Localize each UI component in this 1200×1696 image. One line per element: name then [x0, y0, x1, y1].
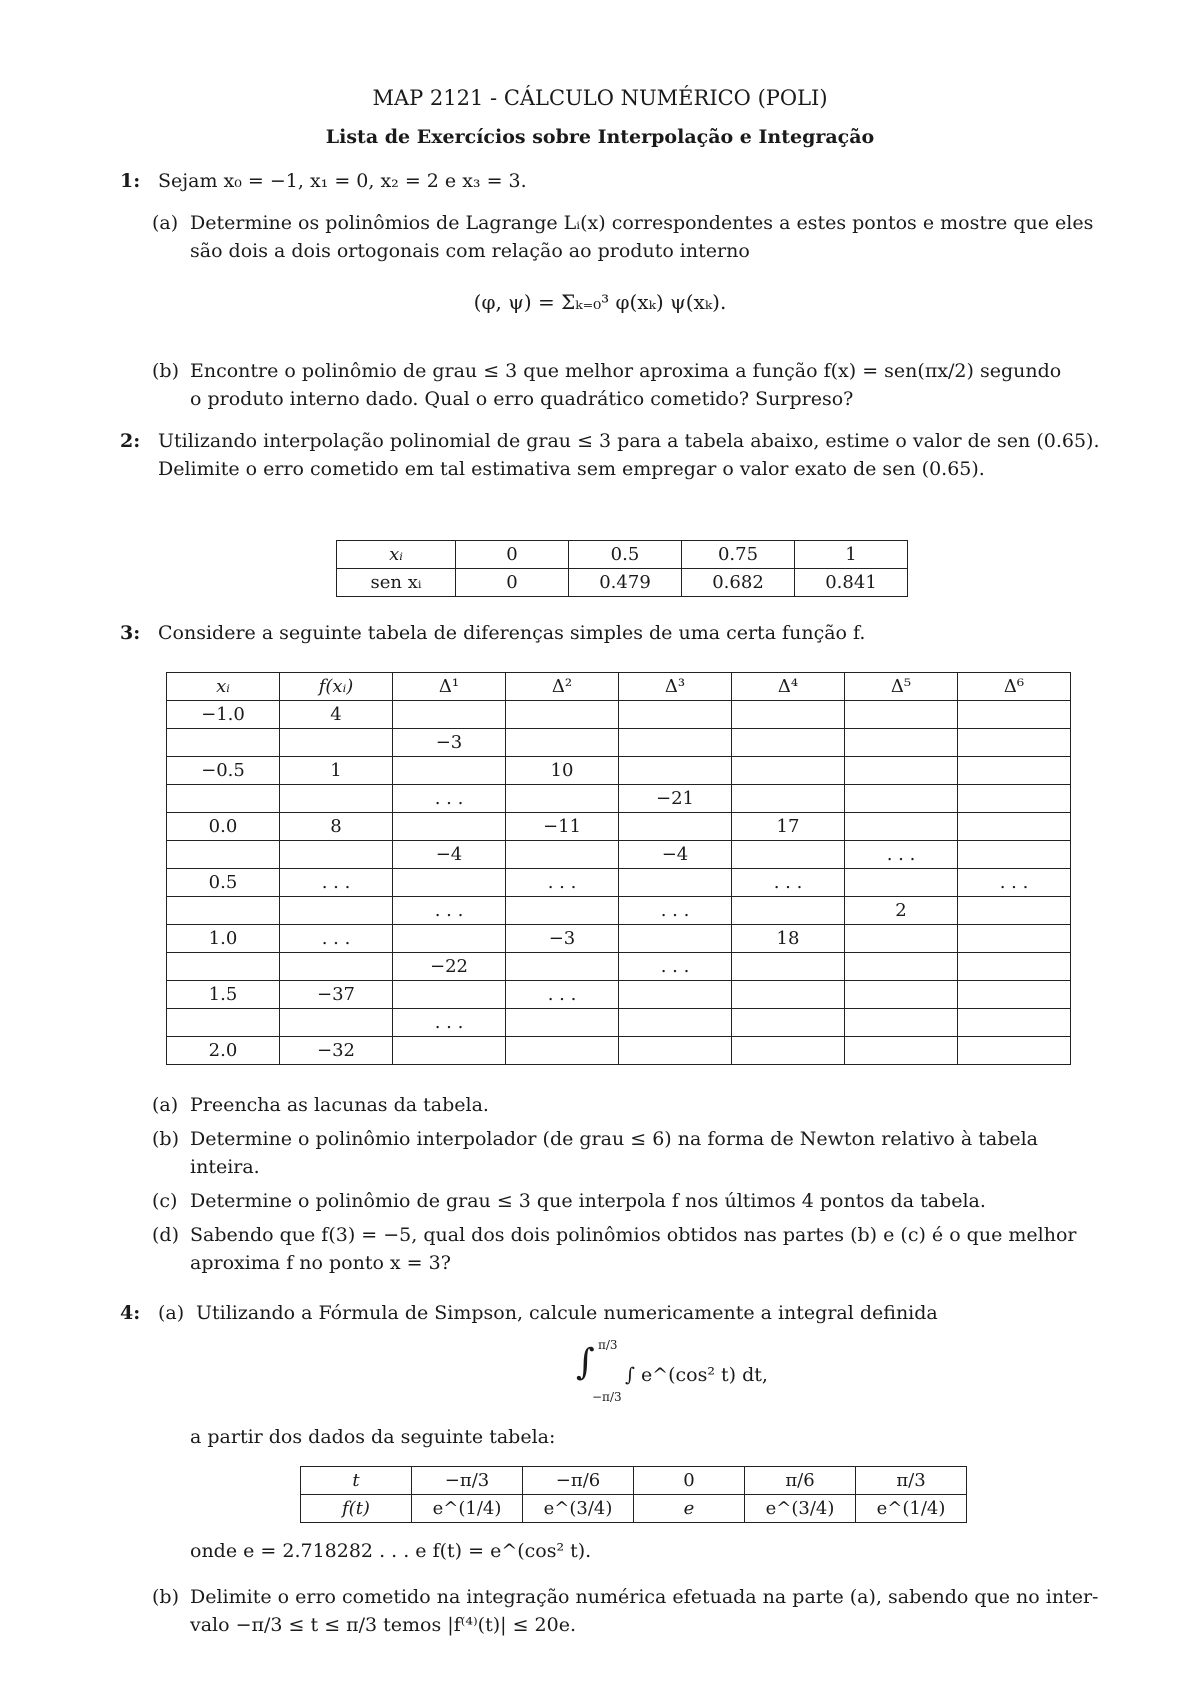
table-cell [958, 729, 1071, 757]
table-row [167, 925, 1071, 953]
table-cell: e [634, 1495, 745, 1523]
table-cell: −11 [506, 813, 619, 841]
table-cell: −37 [280, 981, 393, 1009]
table-cell: −3 [506, 925, 619, 953]
table-cell [393, 701, 506, 729]
table-cell [958, 841, 1071, 869]
table-cell [958, 953, 1071, 981]
table-cell: t [301, 1467, 412, 1495]
question-text: Utilizando interpolação polinomial de grau ≤ 3 para a tabela abaixo, estime o valor de sen (0.65). [158, 430, 1100, 452]
table-cell: . . . [280, 869, 393, 897]
column-header: Δ⁴ [732, 673, 845, 701]
table-cell: −0.5 [167, 757, 280, 785]
table-cell [393, 757, 506, 785]
table-cell: e^(3/4) [745, 1495, 856, 1523]
table-cell [732, 953, 845, 981]
column-header: Δ² [506, 673, 619, 701]
item-label: (a) [152, 212, 179, 234]
table-cell [393, 981, 506, 1009]
table-cell: −π/6 [523, 1467, 634, 1495]
table-cell [393, 869, 506, 897]
table-cell: π/6 [745, 1467, 856, 1495]
table-cell: −4 [393, 841, 506, 869]
table-cell: . . . [732, 869, 845, 897]
table-cell [958, 785, 1071, 813]
table-cell [619, 1037, 732, 1065]
table-cell: 0.75 [682, 541, 795, 569]
table-cell: 0.0 [167, 813, 280, 841]
table-cell [845, 1037, 958, 1065]
table-cell [393, 1037, 506, 1065]
table-cell: 1.5 [167, 981, 280, 1009]
question-3a [152, 1094, 489, 1116]
table-row [167, 813, 1071, 841]
table-cell [732, 981, 845, 1009]
table-cell: −21 [619, 785, 732, 813]
sine-table [336, 540, 908, 597]
table-cell [845, 869, 958, 897]
question-text: Sejam x₀ = −1, x₁ = 0, x₂ = 2 e x₃ = 3. [158, 170, 527, 192]
table-cell [506, 841, 619, 869]
table-cell [619, 981, 732, 1009]
table-cell [506, 729, 619, 757]
question-3-intro [120, 622, 865, 644]
question-3c [152, 1190, 986, 1212]
table-cell: e^(1/4) [856, 1495, 967, 1523]
table-row [167, 897, 1071, 925]
table-cell [393, 925, 506, 953]
table-row [167, 981, 1071, 1009]
question-3b-line1 [152, 1128, 1038, 1150]
question-3d-line1 [152, 1224, 1076, 1246]
table-cell: 1.0 [167, 925, 280, 953]
table-cell: . . . [619, 897, 732, 925]
table-cell: 1 [280, 757, 393, 785]
question-1b-line2: o produto interno dado. Qual o erro quadrático cometido? Surpreso? [190, 388, 854, 410]
table-cell [506, 785, 619, 813]
table-cell: −4 [619, 841, 732, 869]
item-text: Sabendo que f(3) = −5, qual dos dois polinômios obtidos nas partes (b) e (c) é o que melhor [190, 1224, 1077, 1246]
column-header: Δ¹ [393, 673, 506, 701]
table-cell: 0 [456, 569, 569, 597]
table-cell [732, 1037, 845, 1065]
integral-lower-limit: −π/3 [592, 1390, 622, 1404]
table-cell [958, 897, 1071, 925]
question-2-line2: Delimite o erro cometido em tal estimativa sem empregar o valor exato de sen (0.65). [158, 458, 985, 480]
differences-table [166, 672, 1071, 1065]
table-cell [958, 981, 1071, 1009]
table-cell: 0.5 [569, 541, 682, 569]
question-4b-line1 [152, 1586, 1098, 1608]
question-number: 4: [120, 1302, 141, 1324]
table-cell [958, 925, 1071, 953]
table-row [167, 1037, 1071, 1065]
table-cell [958, 1009, 1071, 1037]
table-cell [619, 701, 732, 729]
column-header: f(xᵢ) [280, 673, 393, 701]
table-cell [845, 785, 958, 813]
table-cell [958, 757, 1071, 785]
table-cell [167, 841, 280, 869]
table-row [167, 841, 1071, 869]
table-cell: . . . [393, 785, 506, 813]
table-cell [280, 785, 393, 813]
item-label: (b) [152, 1128, 179, 1150]
item-text: Preencha as lacunas da tabela. [190, 1094, 489, 1116]
table-row [301, 1467, 967, 1495]
table-cell [506, 953, 619, 981]
table-cell: 0 [634, 1467, 745, 1495]
table-cell [732, 729, 845, 757]
column-header: Δ⁵ [845, 673, 958, 701]
question-3b-line2: inteira. [190, 1156, 260, 1178]
table-cell: −1.0 [167, 701, 280, 729]
table-cell [167, 897, 280, 925]
question-4-table-intro: a partir dos dados da seguinte tabela: [190, 1426, 556, 1448]
question-3d-line2: aproxima f no ponto x = 3? [190, 1252, 451, 1274]
table-cell [280, 841, 393, 869]
table-cell [506, 1037, 619, 1065]
table-row [301, 1495, 967, 1523]
item-text: Utilizando a Fórmula de Simpson, calcule numericamente a integral definida [196, 1302, 938, 1324]
table-row [167, 701, 1071, 729]
table-cell [167, 729, 280, 757]
table-cell [732, 701, 845, 729]
table-cell: . . . [393, 1009, 506, 1037]
table-cell: −32 [280, 1037, 393, 1065]
table-cell: . . . [619, 953, 732, 981]
table-cell [732, 1009, 845, 1037]
item-label: (b) [152, 360, 179, 382]
table-cell [506, 1009, 619, 1037]
integral-expression: ∫ e^(cos² t) dt, [625, 1364, 768, 1386]
table-cell [845, 813, 958, 841]
question-4b-line2: valo −π/3 ≤ t ≤ π/3 temos |f⁽⁴⁾(t)| ≤ 20e. [190, 1614, 576, 1636]
table-cell [280, 953, 393, 981]
table-cell [619, 757, 732, 785]
table-row [167, 757, 1071, 785]
table-cell [958, 813, 1071, 841]
table-cell: −22 [393, 953, 506, 981]
table-cell [280, 1009, 393, 1037]
table-cell: e^(3/4) [523, 1495, 634, 1523]
table-cell [619, 925, 732, 953]
table-row [167, 869, 1071, 897]
table-cell: −π/3 [412, 1467, 523, 1495]
table-cell [845, 981, 958, 1009]
table-cell [167, 785, 280, 813]
table-cell [845, 925, 958, 953]
table-cell [845, 729, 958, 757]
table-cell: f(t) [301, 1495, 412, 1523]
table-cell: 0 [456, 541, 569, 569]
table-cell [732, 841, 845, 869]
integral-sign: ∫ [576, 1342, 595, 1383]
table-cell [506, 897, 619, 925]
question-1b-line1 [152, 360, 1061, 382]
item-text: Determine os polinômios de Lagrange Lᵢ(x) correspondentes a estes pontos e mostre que eles [190, 212, 1094, 234]
question-number: 2: [120, 430, 141, 452]
differences-table-body [167, 701, 1071, 1065]
table-row [167, 785, 1071, 813]
inner-product-formula: (φ, ψ) = Σₖ₌₀³ φ(xₖ) ψ(xₖ). [473, 290, 727, 314]
table-cell: 10 [506, 757, 619, 785]
item-label: (a) [158, 1302, 185, 1324]
table-cell: 0.682 [682, 569, 795, 597]
integral-upper-limit: π/3 [598, 1338, 618, 1352]
table-cell [845, 701, 958, 729]
column-header: Δ³ [619, 673, 732, 701]
column-header: Δ⁶ [958, 673, 1071, 701]
table-cell: 2.0 [167, 1037, 280, 1065]
page-title: MAP 2121 - CÁLCULO NUMÉRICO (POLI) [372, 86, 828, 110]
table-cell: . . . [393, 897, 506, 925]
item-label: (b) [152, 1586, 179, 1608]
table-row [337, 569, 908, 597]
table-cell [958, 701, 1071, 729]
item-label: (c) [152, 1190, 178, 1212]
table-cell [732, 757, 845, 785]
table-cell: e^(1/4) [412, 1495, 523, 1523]
table-cell: xᵢ [337, 541, 456, 569]
table-cell: 1 [795, 541, 908, 569]
table-cell [732, 897, 845, 925]
table-cell: 0.5 [167, 869, 280, 897]
table-cell [280, 897, 393, 925]
table-cell: 0.841 [795, 569, 908, 597]
simpson-table [300, 1466, 967, 1523]
table-cell [167, 953, 280, 981]
table-cell: . . . [506, 981, 619, 1009]
table-cell: 17 [732, 813, 845, 841]
table-cell: . . . [280, 925, 393, 953]
question-number: 1: [120, 170, 141, 192]
question-text: Considere a seguinte tabela de diferenças simples de uma certa função f. [158, 622, 866, 644]
table-cell [845, 953, 958, 981]
question-number: 3: [120, 622, 141, 644]
question-2-line1 [120, 430, 1100, 452]
table-cell [167, 1009, 280, 1037]
table-cell: 2 [845, 897, 958, 925]
table-cell [393, 813, 506, 841]
table-cell [619, 869, 732, 897]
question-4-constants: onde e = 2.718282 . . . e f(t) = e^(cos² t). [190, 1540, 592, 1562]
table-header-row [167, 673, 1071, 701]
page-subtitle: Lista de Exercícios sobre Interpolação e Integração [325, 126, 875, 148]
table-cell: . . . [506, 869, 619, 897]
table-row [167, 729, 1071, 757]
item-label: (d) [152, 1224, 179, 1246]
question-1a-line1 [152, 212, 1093, 234]
table-cell: sen xᵢ [337, 569, 456, 597]
table-cell [845, 757, 958, 785]
table-cell [845, 1009, 958, 1037]
table-cell [619, 813, 732, 841]
table-cell: 4 [280, 701, 393, 729]
table-row [167, 953, 1071, 981]
question-4a [120, 1302, 938, 1324]
item-text: Determine o polinômio interpolador (de grau ≤ 6) na forma de Newton relativo à tabela [190, 1128, 1039, 1150]
column-header: xᵢ [167, 673, 280, 701]
question-1-intro [120, 170, 527, 192]
table-cell [280, 729, 393, 757]
table-cell: 18 [732, 925, 845, 953]
item-text: Delimite o erro cometido na integração numérica efetuada na parte (a), sabendo que no inter- [190, 1586, 1099, 1608]
table-cell [619, 729, 732, 757]
item-label: (a) [152, 1094, 179, 1116]
table-row [337, 541, 908, 569]
table-cell: . . . [958, 869, 1071, 897]
table-cell [958, 1037, 1071, 1065]
table-cell [619, 1009, 732, 1037]
item-text: Encontre o polinômio de grau ≤ 3 que melhor aproxima a função f(x) = sen(πx/2) segundo [190, 360, 1062, 382]
item-text: Determine o polinômio de grau ≤ 3 que interpola f nos últimos 4 pontos da tabela. [190, 1190, 986, 1212]
table-cell: 0.479 [569, 569, 682, 597]
table-cell: 8 [280, 813, 393, 841]
question-1a-line2: são dois a dois ortogonais com relação ao produto interno [190, 240, 750, 262]
table-cell: . . . [845, 841, 958, 869]
table-cell [506, 701, 619, 729]
table-cell [732, 785, 845, 813]
table-row [167, 1009, 1071, 1037]
table-cell: −3 [393, 729, 506, 757]
table-cell: π/3 [856, 1467, 967, 1495]
